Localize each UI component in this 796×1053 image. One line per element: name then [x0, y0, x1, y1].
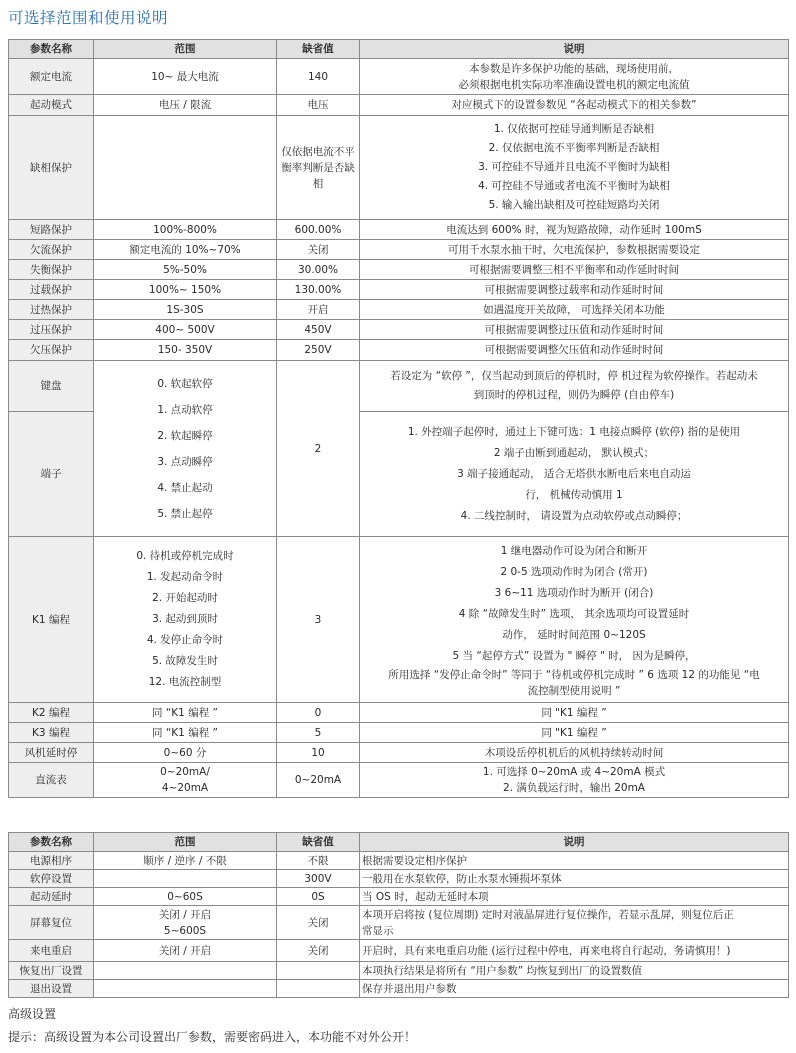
desc-line: 若设定为 “软停 ”，仅当起动到顶后的停机时，停 机过程为软停操作。若起动未 [390, 370, 758, 382]
default-line: 相 [312, 177, 324, 190]
desc-line: 4 除 “故障发生时” 选项， 其余选项均可设置延时 [458, 607, 690, 620]
param-default: 10 [277, 743, 360, 763]
table-row [9, 703, 789, 723]
table-row [9, 240, 789, 260]
table-row [9, 340, 789, 361]
range-line: 关闭 / 开启 [158, 908, 212, 921]
param-name: 来电重启 [9, 940, 94, 962]
header-range: 范围 [94, 40, 277, 59]
param-default: 2 [277, 361, 360, 537]
param-default: 30.00% [277, 260, 360, 280]
range-line: 5. 禁止起停 [157, 507, 213, 520]
table-row [9, 537, 789, 703]
param-range [94, 537, 277, 703]
range-line: 1. 点动软停 [157, 403, 213, 416]
param-default: 0S [277, 888, 360, 906]
desc-line: 4. 二线控制时， 请设置为点动软停或点动瞬停； [460, 509, 688, 522]
param-range: 额定电流的 10%~70% [94, 240, 277, 260]
param-range: 顺序 / 逆序 / 不限 [94, 852, 277, 870]
param-name: 风机延时停 [9, 743, 94, 763]
param-range: 150- 350V [94, 340, 277, 361]
desc-line: 3 6~11 选项动作时为断开 (闭合) [494, 586, 654, 599]
param-default [277, 116, 360, 220]
param-desc: 如遇温度开关故障， 可选择关闭本功能 [360, 300, 789, 320]
param-name: K2 编程 [9, 703, 94, 723]
range-line: 12. 电流控制型 [148, 676, 222, 688]
param-name: 缺相保护 [9, 116, 94, 220]
param-range: 电压 / 限流 [94, 95, 277, 116]
desc-line: 2. 满负载运行时，输出 20mA [503, 782, 645, 794]
range-line: 0. 软起软停 [157, 377, 213, 390]
param-range: 同 “K1 编程 ” [94, 703, 277, 723]
desc-line: 3. 可控硅不导通并且电流不平衡时为缺相 [478, 161, 670, 173]
param-desc: 根据需要设定相序保护 [360, 852, 789, 870]
param-desc: 当 OS 时，起动无延时本项 [360, 888, 789, 906]
desc-line: 1. 可选择 0~20mA 或 4~20mA 模式 [482, 766, 666, 778]
param-range [94, 763, 277, 798]
param-name: 过载保护 [9, 280, 94, 300]
table-row [9, 888, 789, 906]
header-description: 说明 [360, 833, 789, 852]
range-line: 4. 禁止起动 [157, 481, 213, 494]
table-row [9, 723, 789, 743]
param-range: 10~ 最大电流 [94, 59, 277, 95]
param-name: 退出设置 [9, 980, 94, 998]
param-name: 欠流保护 [9, 240, 94, 260]
desc-line: 5 当 “起停方式” 设置为 " 瞬停 " 时， 因为是瞬停， [452, 649, 696, 662]
param-desc [360, 361, 789, 412]
param-desc: 可根据需要调整欠压值和动作延时时间 [360, 340, 789, 361]
table-row [9, 320, 789, 340]
user-settings-table [8, 832, 789, 998]
table-row [9, 95, 789, 116]
param-default: 0 [277, 703, 360, 723]
param-default: 开启 [277, 300, 360, 320]
table-row [9, 870, 789, 888]
param-range: 400~ 500V [94, 320, 277, 340]
table-row [9, 962, 789, 980]
param-name: 过压保护 [9, 320, 94, 340]
header-default: 缺省值 [277, 40, 360, 59]
param-name: 屏幕复位 [9, 906, 94, 940]
param-default: 130.00% [277, 280, 360, 300]
advanced-settings-tip: 提示：高级设置为本公司设置出厂参数，需要密码进入，本功能不对外公开！ [8, 1030, 417, 1044]
param-name: K1 编程 [9, 537, 94, 703]
param-default: 电压 [277, 95, 360, 116]
range-line: 5~600S [163, 924, 207, 937]
param-name: K3 编程 [9, 723, 94, 743]
range-line: 4. 发停止命令时 [146, 634, 224, 646]
desc-line: 流控制型使用说明 ” [527, 684, 621, 697]
desc-line: 行， 机械传动慎用 1 [525, 488, 623, 501]
header-default: 缺省值 [277, 833, 360, 852]
table-row [9, 361, 789, 412]
param-name: 额定电流 [9, 59, 94, 95]
table-header-row [9, 40, 789, 59]
range-line: 2. 软起瞬停 [157, 429, 213, 442]
param-desc: 保存并退出用户参数 [360, 980, 789, 998]
table-row [9, 906, 789, 940]
table-row [9, 59, 789, 95]
range-line: 1. 发起动命令时 [146, 571, 224, 583]
param-name: 欠压保护 [9, 340, 94, 361]
param-desc: 电流达到 600% 时，视为短路故障，动作延时 100mS [360, 220, 789, 240]
desc-line: 到顶时的停机过程，则仍为瞬停 (自由停车) [473, 389, 675, 401]
param-desc: 可根据需要调整过压值和动作延时时间 [360, 320, 789, 340]
table-row [9, 763, 789, 798]
param-default: 关闭 [277, 906, 360, 940]
param-name: 过热保护 [9, 300, 94, 320]
param-name: 恢复出厂设置 [9, 962, 94, 980]
param-range: 1S-30S [94, 300, 277, 320]
param-desc [360, 116, 789, 220]
range-line: 5. 故障发生时 [152, 655, 218, 667]
table-row [9, 852, 789, 870]
param-desc [360, 763, 789, 798]
param-desc [360, 537, 789, 703]
desc-line: 常显示 [362, 924, 394, 937]
param-desc [360, 906, 789, 940]
range-line: 4~20mA [161, 782, 209, 794]
desc-line: 1 继电器动作可设为闭合和断开 [500, 544, 648, 557]
desc-line: 5. 输入输出缺相及可控硅短路均关闭 [488, 199, 660, 211]
param-default: 5 [277, 723, 360, 743]
desc-line: 所用选择 “发停止命令时” 等同于 “待机或停机完成时 ” 6 选项 12 的功能见 “电 [388, 668, 760, 681]
param-name: 端子 [9, 412, 94, 537]
param-range: 5%-50% [94, 260, 277, 280]
param-range [94, 116, 277, 220]
param-name: 短路保护 [9, 220, 94, 240]
param-desc: 对应模式下的设置参数见 “各起动模式下的相关参数” [360, 95, 789, 116]
param-range: 关闭 / 开启 [94, 940, 277, 962]
param-desc: 同 "K1 编程 ” [360, 723, 789, 743]
param-desc: 同 "K1 编程 ” [360, 703, 789, 723]
desc-line: 3 端子接通起动， 适合无塔供水断电后来电自动运 [457, 467, 691, 480]
param-desc: 木项设岳停机机后的风机持续转动时间 [360, 743, 789, 763]
param-default [277, 962, 360, 980]
advanced-settings-title: 高级设置 [8, 1007, 57, 1021]
param-desc: 可根据需要调整三相不平衡率和动作延时时间 [360, 260, 789, 280]
table-row [9, 220, 789, 240]
param-range: 100%-800% [94, 220, 277, 240]
desc-line: 本项开启将按 (复位周期) 定时对液晶屏进行复位操作，若显示乱屏，则复位后正 [362, 908, 734, 921]
param-range [94, 361, 277, 537]
param-default [277, 980, 360, 998]
param-default: 250V [277, 340, 360, 361]
param-name: 起动模式 [9, 95, 94, 116]
table-row [9, 116, 789, 220]
param-desc: 可用千水泵水抽干时，欠电流保护，参数根据需要设定 [360, 240, 789, 260]
param-range: 0~60S [94, 888, 277, 906]
param-default: 0~20mA [277, 763, 360, 798]
range-line: 0. 待机或停机完成时 [136, 550, 234, 562]
param-desc: 本项执行结果是将所有 “用户参数” 均恢复到出厂的设置数值 [360, 962, 789, 980]
table-row [9, 743, 789, 763]
param-name: 失衡保护 [9, 260, 94, 280]
range-line: 3. 起动到顶时 [152, 613, 218, 625]
table-header-row [9, 833, 789, 852]
param-range [94, 980, 277, 998]
desc-line: 2. 仅依据电流不平衡率判断是否缺相 [488, 142, 660, 154]
param-desc: 可根据需要调整过载率和动作延时时间 [360, 280, 789, 300]
header-range: 范围 [94, 833, 277, 852]
param-default: 关闭 [277, 940, 360, 962]
param-desc [360, 412, 789, 537]
param-name: 直流表 [9, 763, 94, 798]
param-range [94, 870, 277, 888]
table-row [9, 260, 789, 280]
desc-line: 2 端子由断到通起动， 默认模式； [493, 446, 655, 459]
param-range: 100%~ 150% [94, 280, 277, 300]
range-line: 0~20mA/ [160, 766, 210, 778]
desc-line: 1. 外控端子起停时，通过上下键可选：1 电接点瞬停 (软停) 指的是使用 [407, 425, 741, 438]
param-name: 起动延时 [9, 888, 94, 906]
table-row [9, 280, 789, 300]
param-desc: 一般用在水泵软停，防止水泵水锤损坏泵体 [360, 870, 789, 888]
param-desc [360, 59, 789, 95]
desc-line: 1. 仅依据可控硅导通判断是否缺相 [493, 123, 655, 135]
header-description: 说明 [360, 40, 789, 59]
desc-line: 2 0-5 选项动作时为闭合 (常开) [500, 565, 648, 578]
param-name: 电源相序 [9, 852, 94, 870]
param-default: 300V [277, 870, 360, 888]
param-desc: 开启时，具有来电重启功能 (运行过程中停电，再来电将自行起动，务请慎用！) [360, 940, 789, 962]
range-line: 3. 点动瞬停 [157, 455, 213, 468]
param-name: 软停设置 [9, 870, 94, 888]
param-default: 450V [277, 320, 360, 340]
table-row [9, 980, 789, 998]
param-default: 600.00% [277, 220, 360, 240]
param-range: 0~60 分 [94, 743, 277, 763]
header-name: 参数名称 [9, 833, 94, 852]
param-default: 关闭 [277, 240, 360, 260]
param-default: 3 [277, 537, 360, 703]
table-row [9, 300, 789, 320]
desc-line: 4. 可控硅不导通或者电流不平衡时为缺相 [478, 180, 670, 192]
default-line: 衡率判断是否缺 [281, 161, 355, 174]
table-row [9, 940, 789, 962]
param-range [94, 962, 277, 980]
desc-line: 必须根据电机实际功率准确设置电机的额定电流值 [458, 78, 690, 91]
param-range: 同 “K1 编程 ” [94, 723, 277, 743]
desc-line: 本参数是许多保护功能的基础，现场使用前， [469, 62, 679, 75]
parameter-table [8, 39, 789, 798]
param-range [94, 906, 277, 940]
default-line: 仅依据电流不平 [281, 145, 355, 158]
param-name: 键盘 [9, 361, 94, 412]
page-title: 可选择范围和使用说明 [8, 9, 169, 27]
param-default: 140 [277, 59, 360, 95]
header-name: 参数名称 [9, 40, 94, 59]
range-line: 2. 开始起动时 [152, 592, 218, 604]
desc-line: 动作， 延时时间范围 0~120S [502, 628, 646, 641]
param-default: 不限 [277, 852, 360, 870]
